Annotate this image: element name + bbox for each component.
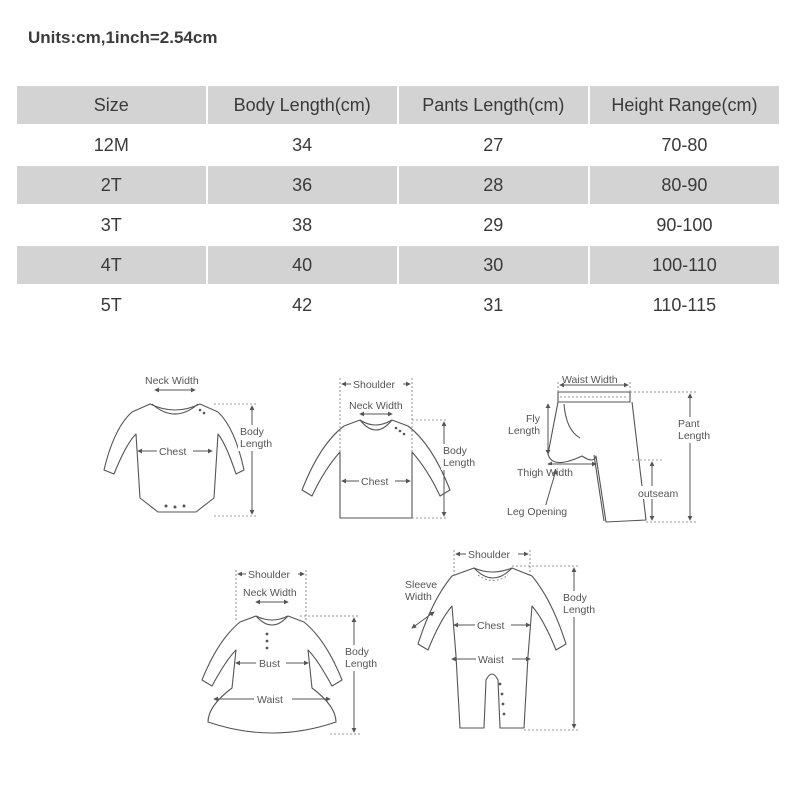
romper-chest-label: Chest xyxy=(477,620,505,632)
romper-length-label: Length xyxy=(563,604,596,616)
cell-body-length: 42 xyxy=(208,286,399,326)
cell-body-length: 34 xyxy=(208,126,399,166)
romper-diagram xyxy=(405,547,601,730)
bodysuit-neck-width-label: Neck Width xyxy=(145,375,199,387)
cell-pants-length: 29 xyxy=(399,206,590,246)
cell-height-range: 70-80 xyxy=(590,126,779,166)
dress-diagram xyxy=(202,567,383,734)
cell-body-length: 38 xyxy=(208,206,399,246)
dress-body-label: Body xyxy=(345,646,369,658)
header-size: Size xyxy=(17,86,208,126)
dress-length-label: Length xyxy=(345,658,378,670)
romper-sleeve-label: Sleeve xyxy=(405,579,438,591)
dress-shoulder-label: Shoulder xyxy=(248,569,291,581)
cell-height-range: 90-100 xyxy=(590,206,779,246)
table-row xyxy=(17,126,779,166)
pants-fly-length-label: Length xyxy=(508,425,541,437)
shirt-diagram xyxy=(302,377,481,518)
dress-waist-label: Waist xyxy=(257,694,283,706)
pants-fly-label: Fly xyxy=(526,413,540,425)
header-height-range: Height Range(cm) xyxy=(590,86,779,126)
header-pants-length: Pants Length(cm) xyxy=(399,86,590,126)
measurement-diagrams xyxy=(0,340,800,740)
bodysuit-length-label: Length xyxy=(240,438,273,450)
cell-body-length: 36 xyxy=(208,166,399,206)
romper-sleeve-width-label: Width xyxy=(405,591,432,603)
table-row xyxy=(17,166,779,206)
cell-height-range: 100-110 xyxy=(590,246,779,286)
pants-outseam-label: outseam xyxy=(638,488,679,500)
shirt-chest-label: Chest xyxy=(361,476,389,488)
bodysuit-diagram xyxy=(104,375,274,516)
cell-pants-length: 28 xyxy=(399,166,590,206)
cell-size: 4T xyxy=(17,246,208,286)
table-header-row xyxy=(17,86,779,126)
shirt-body-label: Body xyxy=(443,445,467,457)
cell-size: 5T xyxy=(17,286,208,326)
pants-waist-width-label: Waist Width xyxy=(562,374,618,386)
bodysuit-body-label: Body xyxy=(240,426,264,438)
units-note: Units:cm,1inch=2.54cm xyxy=(28,28,218,47)
pants-pant-label: Pant xyxy=(678,418,700,430)
pants-thigh-width-label: Thigh Width xyxy=(517,467,574,479)
table-row xyxy=(17,206,779,246)
size-chart-table xyxy=(17,86,779,326)
header-body-length: Body Length(cm) xyxy=(208,86,399,126)
romper-shoulder-label: Shoulder xyxy=(468,549,511,561)
cell-pants-length: 27 xyxy=(399,126,590,166)
dress-neck-width-label: Neck Width xyxy=(243,587,297,599)
cell-body-length: 40 xyxy=(208,246,399,286)
cell-size: 2T xyxy=(17,166,208,206)
romper-body-label: Body xyxy=(563,592,587,604)
pants-diagram xyxy=(506,374,716,522)
shirt-length-label: Length xyxy=(443,457,476,469)
pants-pant-length-label: Length xyxy=(678,430,711,442)
cell-size: 12M xyxy=(17,126,208,166)
cell-size: 3T xyxy=(17,206,208,246)
romper-waist-label: Waist xyxy=(478,654,504,666)
shirt-neck-width-label: Neck Width xyxy=(349,400,403,412)
cell-pants-length: 30 xyxy=(399,246,590,286)
cell-height-range: 80-90 xyxy=(590,166,779,206)
cell-pants-length: 31 xyxy=(399,286,590,326)
table-row xyxy=(17,286,779,326)
pants-leg-opening-label: Leg Opening xyxy=(507,506,568,518)
dress-bust-label: Bust xyxy=(259,658,281,670)
cell-height-range: 110-115 xyxy=(590,286,779,326)
table-row xyxy=(17,246,779,286)
shirt-shoulder-label: Shoulder xyxy=(353,379,396,391)
bodysuit-chest-label: Chest xyxy=(159,446,187,458)
